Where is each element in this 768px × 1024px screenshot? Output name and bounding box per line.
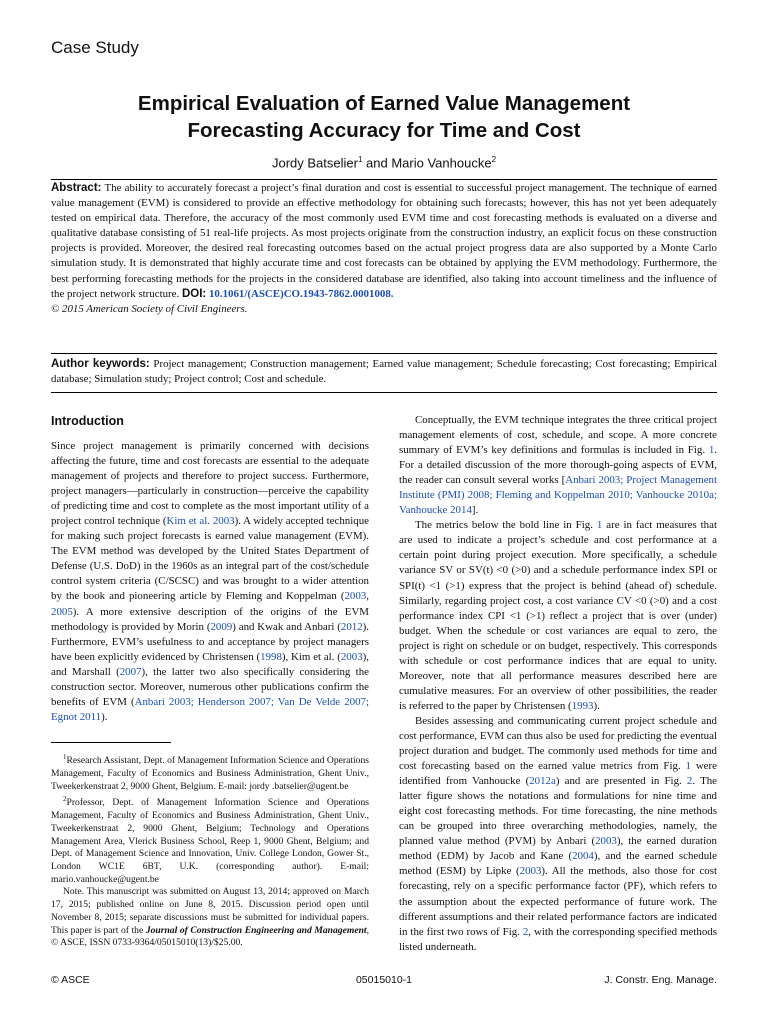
author-name: Mario Vanhoucke	[391, 155, 492, 171]
title-line-1: Empirical Evaluation of Earned Value Management	[137, 92, 631, 115]
text-run: ). Furthermore, EVM’s usefulness to and acceptance by project managers have been explicitly evidenced by Christensen (	[51, 620, 370, 663]
footer-journal: J. Constr. Eng. Manage.	[604, 974, 717, 986]
text-run: Note. This manuscript was submitted on August 13, 2014; approved on March 17, 2015; published online on June 8, 2015. Discussion period open until November 8, 2015; separate discussions must be submitted for individual papers. This paper is part of the	[51, 886, 369, 936]
footer-publisher: © ASCE	[51, 974, 90, 986]
figure-link[interactable]: 1	[596, 519, 603, 532]
text-run: . For a detailed discussion of the more thorough-going aspects of EVM, the reader can consult several works [	[399, 444, 717, 487]
citation-link[interactable]: 2012a	[529, 775, 556, 788]
text-run: Conceptually, the EVM technique integrates the three critical project management elements of cost, schedule, and scope. A more concrete summary of EVM’s key definitions and formulas is included in Fig.	[399, 414, 717, 457]
right-column	[399, 413, 717, 955]
keywords	[51, 357, 717, 387]
section-label: Case Study	[51, 38, 139, 57]
citation-link[interactable]: 2004	[572, 850, 594, 863]
author-connector: and	[362, 155, 392, 171]
text-run: , with the corresponding specified methods listed underneath.	[399, 925, 717, 953]
footnote	[51, 751, 369, 793]
footnote-text: Research Assistant, Dept. of Management Information Science and Operations Management, Faculty of Economics and Business Administration, Ghent Univ., Tweekerkenstraat 2, 9000 Ghent, Belgium. E-mail: jordy .batselier@ugent.be	[51, 755, 369, 792]
author-name: Jordy Batselier	[271, 155, 358, 171]
text-run: ), the latter two also specifically considering the construction sector. Moreover, numerous other publications confirm the benefits of EVM (	[51, 665, 369, 708]
text-run: ), and Marshall (	[51, 650, 369, 678]
paper-title	[40, 90, 728, 144]
divider	[51, 392, 717, 393]
citation-link[interactable]: 2005	[51, 605, 73, 618]
citation-link[interactable]: Anbari 2003; Project Management Institute (PMI) 2008; Fleming and Koppelman 2010; Vanhoucke 2010a; Vanhoucke 2014	[399, 474, 717, 517]
journal-name: Journal of Construction Engineering and Management	[145, 924, 367, 936]
text-run: ).	[101, 710, 108, 723]
citation-link[interactable]: Anbari 2003; Henderson 2007; Van De Velde 2007; Egnot 2011	[51, 695, 370, 723]
divider	[51, 179, 717, 180]
text-run: ) and Kwak and Anbari (	[232, 620, 341, 633]
text-run: ). All the methods, also those for cost forecasting, rely on a specific performance factor (PF), which refers to the assumption about the expected performance of future work. The different assumptions and their related performance factors are indicated in the first two rows of Fig.	[399, 865, 717, 938]
copyright-line: © 2015 American Society of Civil Engineers.	[51, 302, 248, 315]
text-run: Since project management is primarily concerned with decisions affecting the future, time and cost forecasts are essential to the adequate management of projects and therefore to project success. Furthermore, project managers—particularly in construction—perceive the capability of predicting time and cost to complete as the most important utility of a project control technique (	[51, 440, 369, 528]
author-affiliation-mark: 1	[357, 155, 363, 164]
citation-link[interactable]: Kim et al. 2003	[166, 515, 235, 528]
text-run: ).	[593, 699, 600, 712]
doi-link[interactable]: 10.1061/(ASCE)CO.1943-7862.0001008.	[208, 287, 394, 300]
text-run: Besides assessing and communicating current project schedule and cost performance, EVM can thus also be used for predicting the eventual project duration and budget. The commonly used methods for time and cost forecasting based on the earned value metrics from Fig.	[399, 714, 717, 773]
text-run: were identified from Vanhoucke (	[399, 760, 717, 788]
doi-label: DOI:	[181, 287, 207, 300]
text-run: ].	[471, 504, 479, 517]
text-run: ), the earned duration method (EDM) by Jacob and Kane (	[399, 835, 717, 863]
citation-link[interactable]: 1993	[571, 699, 594, 712]
citation-link[interactable]: 2003	[519, 865, 542, 878]
text-run: ) and are presented in Fig.	[555, 775, 687, 788]
footnotes	[51, 751, 369, 950]
body-paragraph	[399, 518, 717, 714]
footnote-mark: 1	[63, 753, 67, 761]
citation-link[interactable]: 2003	[595, 835, 617, 848]
text-run: ), and the earned schedule method (ESM) by Lipke (	[399, 850, 718, 878]
figure-link[interactable]: 1	[708, 444, 715, 457]
abstract-label: Abstract:	[51, 182, 102, 194]
text-run: , © ASCE, ISSN 0733-9364/05015010(13)/$25.00.	[51, 924, 369, 949]
text-run: ). A more extensive description of the origins of the EVM methodology is provided by Morin (	[51, 605, 369, 633]
intro-paragraph	[51, 439, 369, 725]
text-run: ). A widely accepted technique for making such project forecasts is earned value management (EVM). The EVM method was developed by the United States Department of Defense (U.S. DoD) in the 1960s as an integral part of the cost/schedule control system criteria (C/SCSC) and was brought to a wider attention by the book and pioneering article by Fleming and Koppelman (	[51, 515, 369, 603]
divider	[51, 353, 717, 354]
abstract-text: The ability to accurately forecast a project’s final duration and cost is essential to successful project management. The technique of earned value management (EVM) is considered to provide an effective methodology for obtaining such forecasts; however, this has not yet been adequately tested on empirical data. Therefore, the accuracy of the most commonly used EVM time and cost forecasting methods is evaluated on a diverse and qualitative database consisting of 51 real-life projects. As most projects originate from the construction industry, an explicit focus on these construction projects is provided. Moreover, the desired real forecasting outcomes based on the actual project progress data are also supported by a Monte Carlo simulation study. It is demonstrated that highly accurate time and cost forecasts can be obtained by applying the EVM methodology. Furthermore, the best performing forecasting methods for the projects in the considered database are identified, also taking into account timeliness and the influence of the project network structure.	[51, 182, 717, 300]
text-run: ,	[366, 590, 369, 603]
figure-link[interactable]: 2	[686, 775, 693, 788]
text-run: . The latter figure shows the notations and formulations for nine time and eight cost forecasting methods. For time forecasting, the nine methods can be grouped into three overarching methodologies, namely, the planned value method (PVM) by Anbari (	[399, 775, 717, 848]
text-run: are in fact measures that are used to indicate a project’s schedule and cost performance at a certain point during project execution. More specifically, a schedule variance SV or SV(t) <0 (>0) and a schedule performance index SPI or SPI(t) <1 (>1) express that the project is behind (ahead of) schedule. Similarly, regarding project cost, a cost variance CV <0 (>0) and a cost performance index CPI <1 (>1) reflect a project that is over (under) budget. When the schedule or cost variances are equal to zero, the project is right on schedule or on budget, respectively. This corresponds with schedule or cost performance indices that are equal to unity. Moreover, note that all performance measures described here are cumulative measures. For an overview of other possibilities, the reader is referred to the paper by Christensen (	[399, 519, 717, 712]
footnote-text: Professor, Dept. of Management Information Science and Operations Management, Faculty of Economics and Business Administration, Ghent Univ., Tweekerkenstraat 2, 9000 Ghent, Belgium; Technology and Operations Management Area, Vlerick Business School, Reep 1, 9000 Ghent, Belgium; and Dept. of Management Science and Innovation, Univ. College London, Gower St., London WC1E 6BT, U.K. (corresponding author). E-mail: mario.vanhoucke@ugent.be	[51, 797, 369, 885]
author-affiliation-mark: 2	[491, 155, 497, 164]
text-run: The metrics below the bold line in Fig.	[415, 519, 597, 532]
left-column	[51, 413, 369, 725]
title-line-2: Forecasting Accuracy for Time and Cost	[187, 119, 581, 142]
keywords-text: Project management; Construction management; Earned value management; Schedule forecasting; Cost forecasting; Empirical database; Simulation study; Project control; Cost and schedule.	[51, 358, 717, 386]
body-paragraph	[399, 413, 717, 518]
figure-link[interactable]: 2	[522, 925, 529, 938]
author-list	[0, 155, 768, 170]
text-run: ), Kim et al. (	[281, 650, 341, 663]
body-paragraph	[399, 714, 717, 955]
citation-link[interactable]: 2012	[340, 620, 363, 633]
figure-link[interactable]: 1	[685, 760, 691, 773]
keywords-label: Author keywords:	[51, 358, 150, 370]
citation-link[interactable]: 2003	[340, 650, 363, 663]
citation-link[interactable]: 2009	[210, 620, 233, 633]
footnote-mark: 2	[63, 795, 67, 804]
footer-page-id: 05015010-1	[355, 974, 413, 986]
footnote-divider	[51, 742, 171, 743]
footnote	[51, 793, 369, 886]
submission-note	[51, 886, 369, 950]
citation-link[interactable]: 2007	[119, 665, 142, 678]
abstract	[51, 181, 717, 317]
citation-link[interactable]: 2003	[344, 590, 367, 603]
citation-link[interactable]: 1998	[260, 650, 282, 663]
section-heading: Introduction	[51, 414, 124, 428]
